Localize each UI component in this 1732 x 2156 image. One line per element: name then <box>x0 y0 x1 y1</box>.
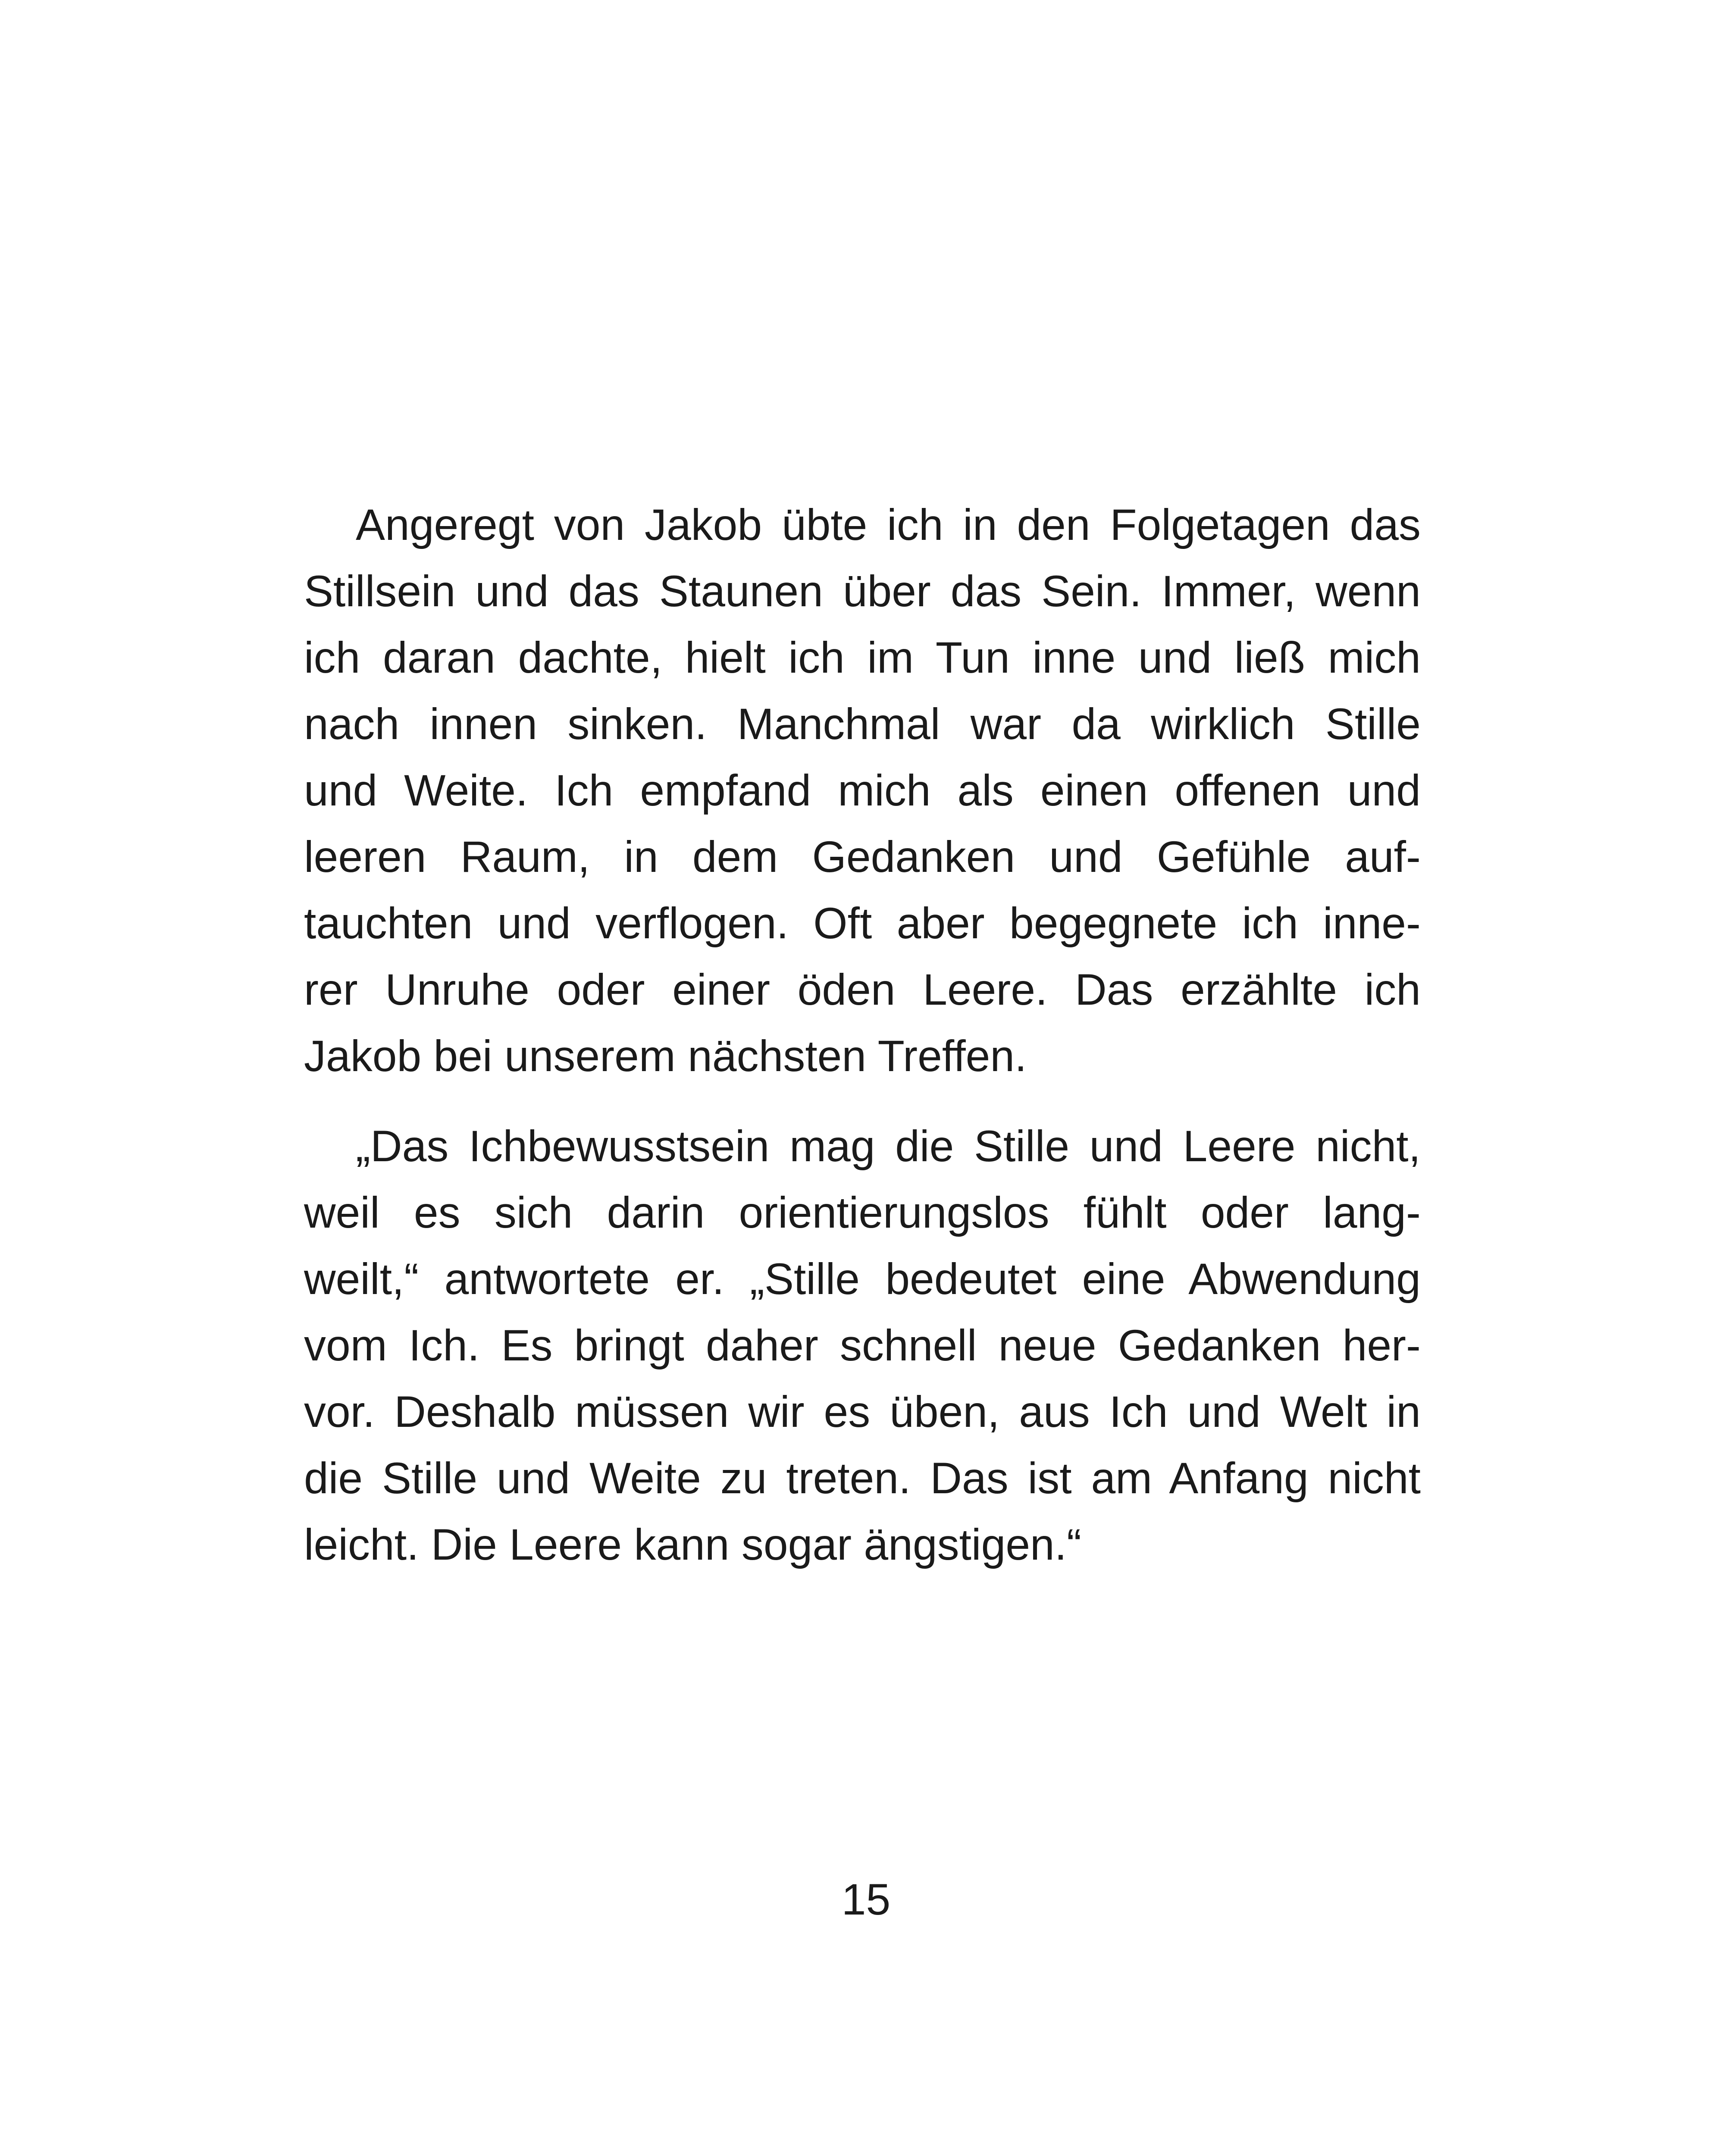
text-line: leicht. Die Leere kann sogar ängstigen.“ <box>304 1520 1082 1569</box>
text-line: weilt,“ antwortete er. „Stille bedeutet eine Abwendung <box>304 1254 1421 1304</box>
text-line: Jakob bei unserem nächsten Treffen. <box>304 1031 1027 1081</box>
paragraph-1 <box>304 492 1421 1089</box>
text-line: ich daran dachte, hielt ich im Tun inne und ließ mich <box>304 633 1421 682</box>
text-line: rer Unruhe oder einer öden Leere. Das erzählte ich <box>304 965 1421 1014</box>
paragraph-spacing <box>304 1089 1421 1113</box>
text-line: vor. Deshalb müssen wir es üben, aus Ich und Welt in <box>304 1387 1421 1436</box>
page-number: 15 <box>841 1875 891 1924</box>
text-line: vom Ich. Es bringt daher schnell neue Gedanken her- <box>304 1321 1421 1370</box>
text-line: die Stille und Weite zu treten. Das ist am Anfang nicht <box>304 1454 1421 1503</box>
text-line: nach innen sinken. Manchmal war da wirklich Stille <box>304 699 1421 749</box>
text-line: weil es sich darin orientierungslos fühlt oder lang- <box>304 1188 1421 1237</box>
text-line: Angeregt von Jakob übte ich in den Folgetagen das <box>356 500 1421 549</box>
text-line: Stillsein und das Staunen über das Sein. Immer, wenn <box>304 567 1421 616</box>
text-line: leeren Raum, in dem Gedanken und Gefühle auf- <box>304 832 1421 881</box>
text-line: „Das Ichbewusstsein mag die Stille und Leere nicht, <box>356 1122 1421 1171</box>
text-line: und Weite. Ich empfand mich als einen offenen und <box>304 766 1421 815</box>
body-text <box>304 492 1421 1578</box>
text-line: tauchten und verflogen. Oft aber begegnete ich inne- <box>304 899 1421 948</box>
paragraph-2 <box>304 1113 1421 1578</box>
